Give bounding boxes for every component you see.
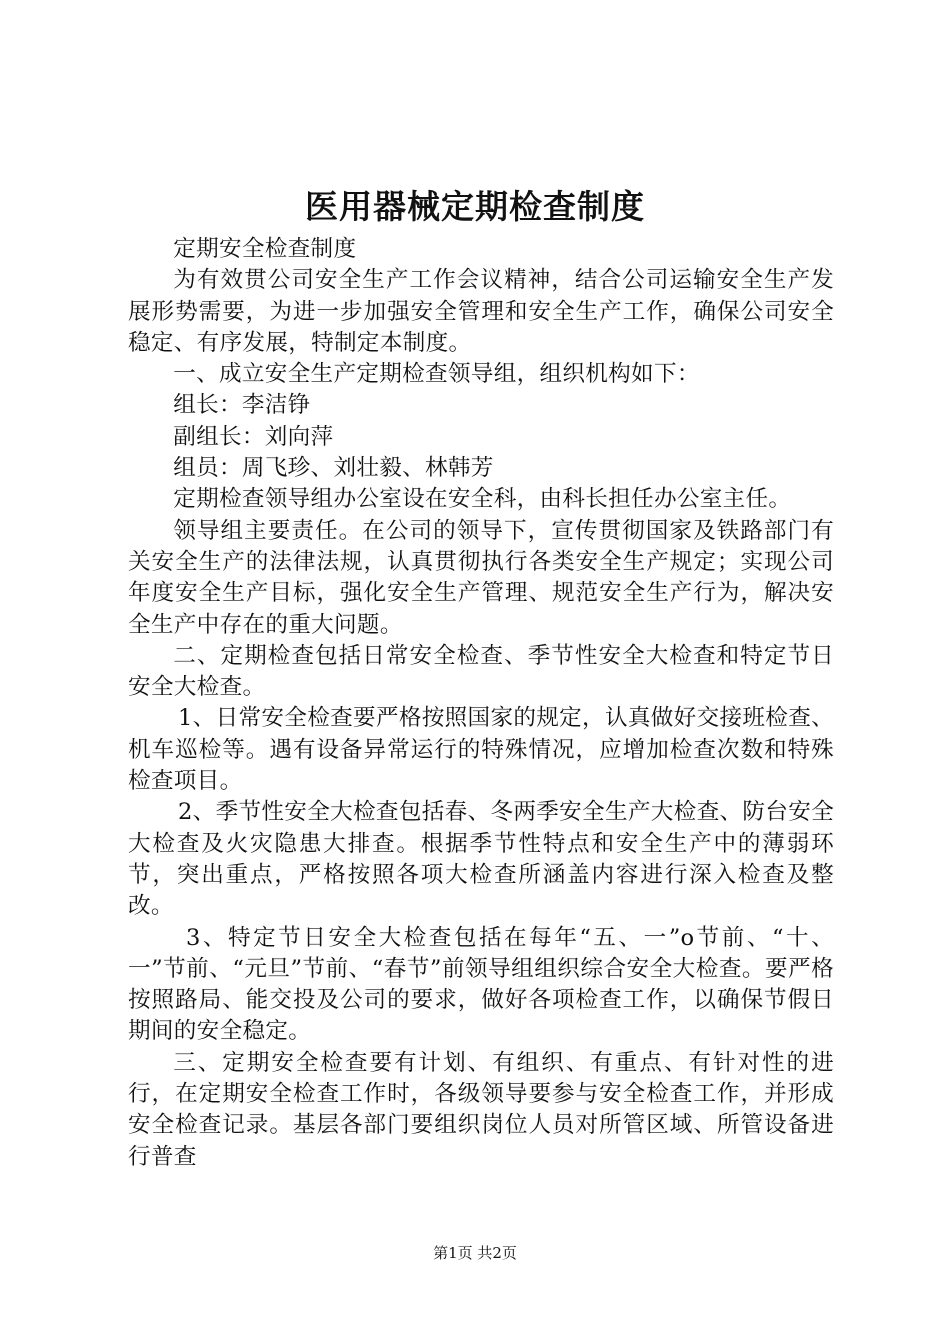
paragraph-item-2: 2、季节性安全大检查包括春、冬两季安全生产大检查、防台安全大检查及火灾隐患大排查。根据季节性特点和安全生产中的薄弱环节，突出重点，严格按照各项大检查所涵盖内容进行深入检查及整改。	[128, 799, 834, 920]
page-footer: 第1页 共2页	[433, 1244, 517, 1262]
document-title: 医用器械定期检查制度	[305, 187, 645, 226]
paragraph-item-1: 1、日常安全检查要严格按照国家的规定，认真做好交接班检查、机车巡检等。遇有设备异常运行的特殊情况，应增加检查次数和特殊检查项目。	[128, 705, 834, 795]
paragraph-responsibility: 领导组主要责任。在公司的领导下，宣传贯彻国家及铁路部门有关安全生产的法律法规，认真贯彻执行各类安全生产规定；实现公司年度安全生产目标，强化安全生产管理、规范安全生产行为，解决安全生产中存在的重大问题。	[128, 517, 834, 638]
paragraph-group-leader: 组长：李洁铮	[173, 392, 311, 419]
paragraph-office: 定期检查领导组办公室设在安全科，由科长担任办公室主任。	[173, 486, 792, 513]
document-body	[128, 234, 834, 1173]
paragraph-section-3: 三、定期安全检查要有计划、有组织、有重点、有针对性的进行，在定期安全检查工作时，各级领导要参与安全检查工作，并形成安全检查记录。基层各部门要组织岗位人员对所管区域、所管设备进行普查	[128, 1049, 834, 1170]
paragraph-purpose: 为有效贯公司安全生产工作会议精神，结合公司运输安全生产发展形势需要，为进一步加强安全管理和安全生产工作，确保公司安全稳定、有序发展，特制定本制度。	[128, 267, 834, 356]
paragraph-members: 组员：周飞珍、刘壮毅、林韩芳	[173, 455, 494, 482]
paragraph-section-2: 二、定期检查包括日常安全检查、季节性安全大检查和特定节日安全大检查。	[128, 642, 834, 701]
paragraph-subtitle: 定期安全检查制度	[173, 236, 357, 262]
paragraph-deputy-leader: 副组长：刘向萍	[173, 423, 334, 450]
paragraph-section-1: 一、成立安全生产定期检查领导组，组织机构如下：	[173, 361, 700, 388]
paragraph-item-3: 3、特定节日安全大检查包括在每年“五、一”o节前、“十、一”节前、“元旦”节前、“春节”前领导组组织综合安全大检查。要严格按照路局、能交投及公司的要求，做好各项检查工作，以确保节假日期间的安全稳定。	[128, 924, 834, 1045]
